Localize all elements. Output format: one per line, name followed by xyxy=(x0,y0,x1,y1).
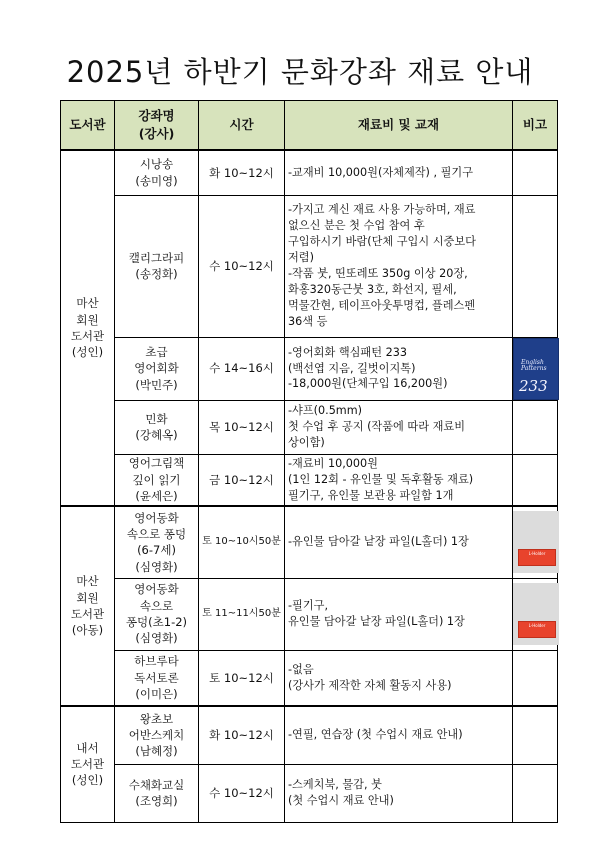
table-row xyxy=(61,506,558,578)
library-line: 도서관 xyxy=(70,607,105,621)
library-line: 도서관 xyxy=(70,329,105,343)
course-line: 깊이 읽기 xyxy=(132,472,181,487)
materials-cell xyxy=(285,195,513,337)
course-line: (박민주) xyxy=(135,377,178,392)
note-cell xyxy=(513,150,558,195)
table-row xyxy=(61,650,558,706)
course-line: 왕초보 xyxy=(139,711,174,726)
time-cell: 금 10~12시 xyxy=(199,454,285,506)
course-cell xyxy=(115,506,199,578)
library-line: 회원 xyxy=(76,590,99,605)
note-cell xyxy=(513,400,558,454)
note-cell xyxy=(513,506,558,578)
materials-line: (강사가 제작한 자체 활동지 사용) xyxy=(288,678,452,692)
library-cell xyxy=(61,506,115,706)
materials-cell xyxy=(285,400,513,454)
note-cell xyxy=(513,650,558,706)
course-cell xyxy=(115,337,199,400)
book-cover-text xyxy=(521,360,547,373)
time-cell: 화 10~12시 xyxy=(199,150,285,195)
time-cell: 목 10~12시 xyxy=(199,400,285,454)
header-note: 비고 xyxy=(513,101,558,151)
materials-cell xyxy=(285,650,513,706)
materials-line: 저렴) xyxy=(288,251,314,265)
table-row xyxy=(61,706,558,764)
library-line: 도서관 xyxy=(70,757,105,772)
materials-cell xyxy=(285,506,513,578)
course-line: 영어동화 xyxy=(134,582,179,597)
course-cell xyxy=(115,195,199,337)
course-line: 어반스케치 xyxy=(128,728,185,743)
table-row xyxy=(61,195,558,337)
materials-cell xyxy=(285,454,513,506)
library-cell xyxy=(61,150,115,506)
course-line: 영어회화 xyxy=(134,361,179,376)
materials-line: -18,000원(단체구입 16,200원) xyxy=(288,377,448,391)
note-cell xyxy=(513,706,558,764)
l-holder-label xyxy=(518,549,556,566)
materials-line: 상이함) xyxy=(288,435,325,449)
course-line: 속으로 xyxy=(139,598,174,613)
course-cell xyxy=(115,400,199,454)
materials-line: -교재비 10,000원(자체제작) , 필기구 xyxy=(288,165,474,179)
course-line: (이미은) xyxy=(135,686,178,701)
materials-line: -필기구, xyxy=(288,599,329,613)
note-cell xyxy=(513,578,558,650)
table-row xyxy=(61,337,558,400)
table-row xyxy=(61,400,558,454)
library-line: (아동) xyxy=(71,623,104,638)
course-line: 캘리그라피 xyxy=(128,250,185,265)
materials-line: (1인 12회 - 유인물 및 독후활동 재료) xyxy=(288,472,474,486)
course-line: 민화 xyxy=(145,411,168,426)
course-line: (송미영) xyxy=(135,173,178,188)
header-row xyxy=(61,101,558,151)
course-line: (심영화) xyxy=(135,631,178,646)
course-cell xyxy=(115,578,199,650)
course-line: 시낭송 xyxy=(139,157,174,172)
table-row xyxy=(61,150,558,195)
l-holder-image xyxy=(513,511,559,573)
course-line: 영어그림책 xyxy=(128,456,185,471)
note-cell xyxy=(513,764,558,822)
materials-line: 구입하시기 바람(단체 구입시 시중보다 xyxy=(288,235,476,249)
library-line: 회원 xyxy=(76,312,99,327)
course-line: (심영화) xyxy=(135,559,178,574)
time-cell: 수 10~12시 xyxy=(199,195,285,337)
time-cell: 토 11~11시50분 xyxy=(199,578,285,650)
course-line: 수채화교실 xyxy=(128,777,185,792)
l-holder-label-text: L-Holder xyxy=(528,623,546,628)
materials-line: 첫 수업 후 공지 (작품에 따라 재료비 xyxy=(288,420,466,434)
materials-line: -없음 xyxy=(288,662,314,676)
course-line: 하브루타 xyxy=(134,654,179,669)
header-library: 도서관 xyxy=(61,101,115,151)
course-line: (조영희) xyxy=(135,794,178,808)
materials-cell xyxy=(285,706,513,764)
materials-table xyxy=(60,100,558,823)
materials-line: 먹물간현, 테이프아웃투명컵, 플레스펜 xyxy=(288,298,476,312)
course-line: (강혜옥) xyxy=(135,428,178,442)
course-line: (6-7세) xyxy=(137,543,176,558)
materials-line: (첫 수업시 재료 안내) xyxy=(288,794,394,807)
time-cell: 수 14~16시 xyxy=(199,337,285,400)
course-cell xyxy=(115,764,199,822)
course-cell xyxy=(115,454,199,506)
materials-line: 36색 등 xyxy=(288,314,328,328)
course-line: 속으로 퐁덩 xyxy=(126,526,187,541)
course-cell xyxy=(115,706,199,764)
header-course-line: (강사) xyxy=(138,126,175,141)
table-row xyxy=(61,578,558,650)
table-row xyxy=(61,454,558,506)
materials-line: 유인물 담아갈 낱장 파일(L홀더) 1장 xyxy=(288,615,465,628)
materials-line: -영어회화 핵심패턴 233 xyxy=(288,345,407,359)
library-line: (성인) xyxy=(71,345,104,360)
course-line: 퐁덩(초1-2) xyxy=(125,615,188,629)
note-cell xyxy=(513,195,558,337)
library-line: (성인) xyxy=(71,773,104,788)
header-materials: 재료비 및 교재 xyxy=(285,101,513,151)
materials-line: 화홍320동근붓 3호, 화선지, 필세, xyxy=(288,282,457,296)
time-cell: 토 10~12시 xyxy=(199,650,285,706)
library-line: 마산 xyxy=(76,296,99,311)
materials-cell xyxy=(285,578,513,650)
materials-cell xyxy=(285,337,513,400)
materials-line: -재료비 10,000원 xyxy=(288,456,378,470)
course-cell xyxy=(115,150,199,195)
time-cell: 수 10~12시 xyxy=(199,764,285,822)
page-title: 2025년 하반기 문화강좌 재료 안내 xyxy=(66,55,534,89)
materials-line: -가지고 계신 재료 사용 가능하며, 재료 xyxy=(288,203,476,217)
materials-cell xyxy=(285,764,513,822)
materials-line: -작품 붓, 띤또레또 350g 이상 20장, xyxy=(288,267,468,280)
course-line: 초급 xyxy=(145,345,168,359)
l-holder-label-text: L-Holder xyxy=(528,551,546,557)
course-line: (남혜정) xyxy=(135,744,178,759)
time-cell: 화 10~12시 xyxy=(199,706,285,764)
library-cell xyxy=(61,706,115,822)
header-course-line: 강좌명 xyxy=(138,108,175,124)
time-cell: 토 10~10시50분 xyxy=(199,506,285,578)
book-cover-text-line: English xyxy=(521,358,544,366)
materials-line: (백선엽 지음, 길벗이지톡) xyxy=(288,361,416,375)
book-cover-image xyxy=(513,338,559,400)
materials-line: -샤프(0.5mm) xyxy=(288,404,362,418)
book-cover-number: 233 xyxy=(519,376,548,395)
library-line: 마산 xyxy=(76,574,99,589)
book-cover-text-line: Patterns xyxy=(521,365,547,373)
materials-cell xyxy=(285,150,513,195)
materials-line: -스케치북, 물감, 붓 xyxy=(288,778,382,792)
header-time: 시간 xyxy=(199,101,285,151)
note-cell xyxy=(513,337,558,400)
table-row xyxy=(61,764,558,822)
course-cell xyxy=(115,650,199,706)
l-holder-label xyxy=(518,621,556,638)
course-line: 영어동화 xyxy=(134,510,179,525)
l-holder-image xyxy=(513,583,559,645)
course-line: 독서토론 xyxy=(134,670,179,685)
materials-line: 없으신 분은 첫 수업 참여 후 xyxy=(288,219,425,233)
course-line: (송정화) xyxy=(135,267,178,281)
materials-line: -연필, 연습장 (첫 수업시 재료 안내) xyxy=(288,728,463,742)
materials-line: 필기구, 유인물 보관용 파일함 1개 xyxy=(288,488,454,502)
library-line: 내서 xyxy=(76,740,99,755)
note-cell xyxy=(513,454,558,506)
materials-line: -유인물 담아갈 낱장 파일(L홀더) 1장 xyxy=(288,535,469,549)
course-line: (윤세은) xyxy=(135,488,178,503)
header-course xyxy=(115,101,199,151)
